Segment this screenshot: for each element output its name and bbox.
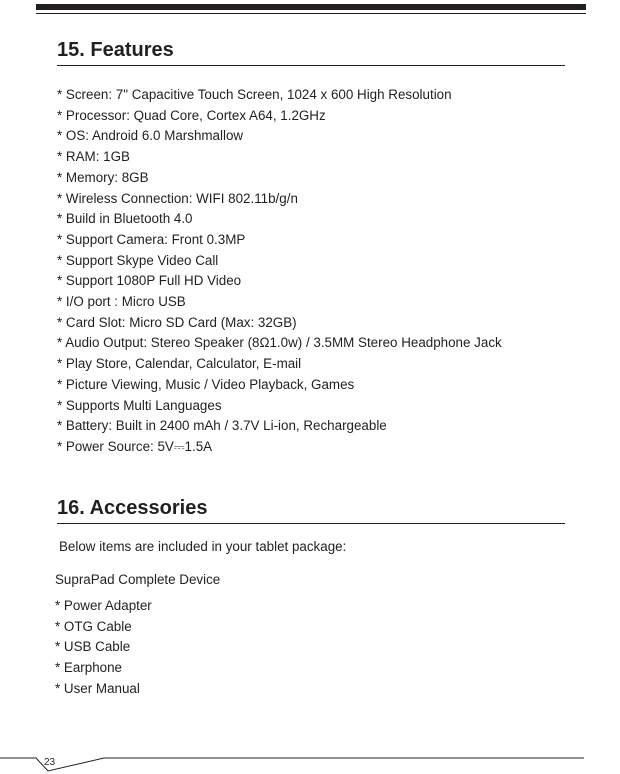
- accessory-item: * OTG Cable: [55, 618, 132, 634]
- device-name: SupraPad Complete Device: [55, 572, 221, 587]
- features-title: 15. Features: [57, 38, 565, 66]
- accessory-item: * USB Cable: [55, 639, 131, 655]
- feature-item: * Supports Multi Languages: [57, 397, 222, 413]
- accessory-item: * Earphone: [55, 660, 123, 676]
- feature-item: * Picture Viewing, Music / Video Playback, Games: [57, 376, 355, 392]
- feature-item: * Processor: Quad Core, Cortex A64, 1.2GHz: [57, 107, 326, 123]
- feature-item: * OS: Android 6.0 Marshmallow: [57, 128, 244, 144]
- accessories-title: 16. Accessories: [57, 496, 565, 524]
- feature-item: * Audio Output: Stereo Speaker (8Ω1.0w) / 3.5MM Stereo Headphone Jack: [57, 335, 502, 351]
- page-number: 23: [44, 757, 56, 768]
- accessory-item: * User Manual: [55, 680, 140, 696]
- feature-item: * RAM: 1GB: [57, 149, 130, 165]
- feature-item: * Wireless Connection: WIFI 802.11b/g/n: [57, 190, 298, 206]
- feature-item: * Card Slot: Micro SD Card (Max: 32GB): [57, 314, 297, 330]
- accessory-item: * Power Adapter: [55, 598, 152, 613]
- feature-item: * I/O port : Micro USB: [57, 294, 186, 310]
- feature-item: * Play Store, Calendar, Calculator, E-mail: [57, 356, 302, 372]
- accessories-intro: Below items are included in your tablet package:: [59, 539, 347, 554]
- feature-item: * Support Camera: Front 0.3MP: [57, 231, 246, 247]
- feature-item: * Build in Bluetooth 4.0: [57, 211, 193, 227]
- feature-item: * Memory: 8GB: [57, 169, 149, 185]
- feature-item: * Power Source: 5V⎓1.5A: [57, 438, 213, 454]
- feature-item: * Support Skype Video Call: [57, 252, 219, 268]
- feature-item: * Screen: 7" Capacitive Touch Screen, 1024 x 600 High Resolution: [57, 87, 452, 102]
- feature-item: * Battery: Built in 2400 mAh / 3.7V Li-ion, Rechargeable: [57, 418, 387, 434]
- feature-item: * Support 1080P Full HD Video: [57, 273, 242, 289]
